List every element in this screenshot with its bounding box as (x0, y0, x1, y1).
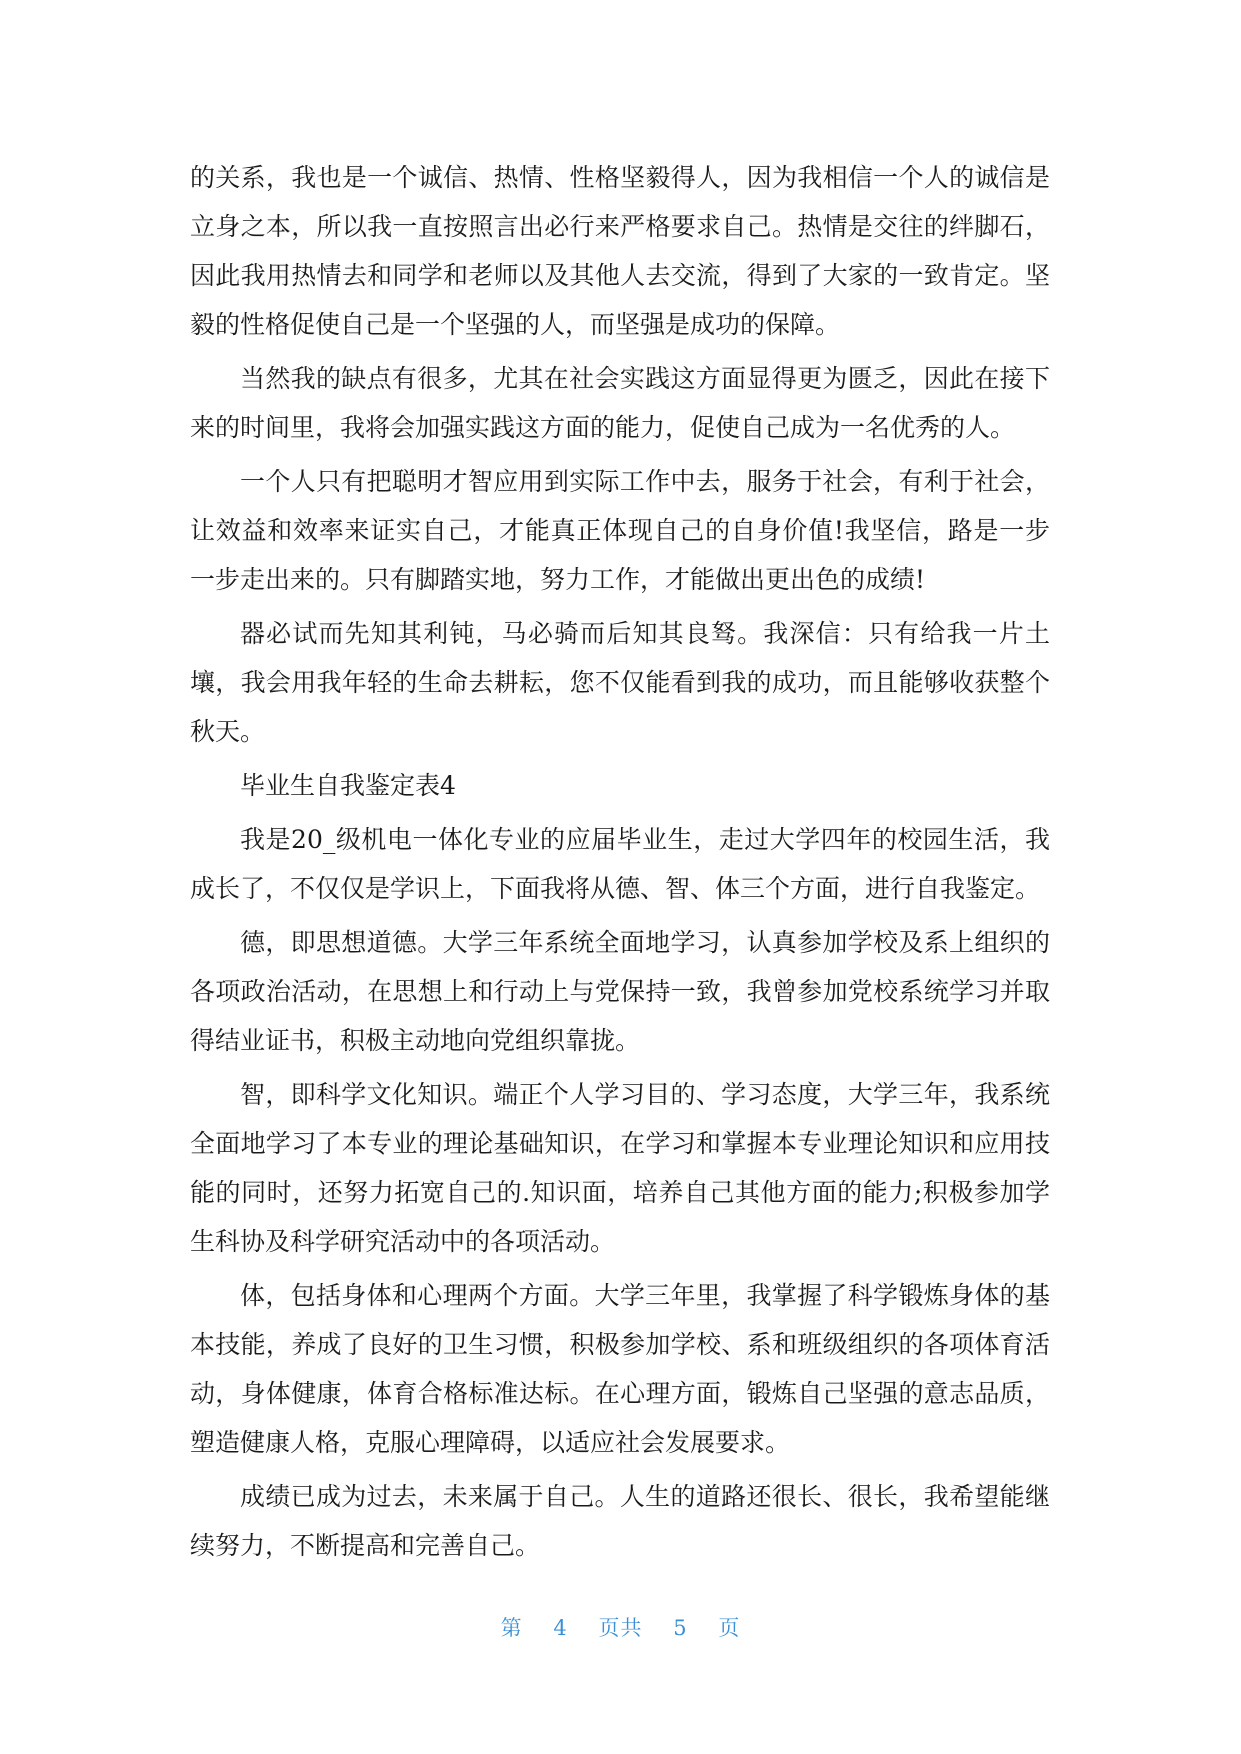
paragraph-physical: 体，包括身体和心理两个方面。大学三年里，我掌握了科学锻炼身体的基本技能，养成了良好的卫生习惯，积极参加学校、系和班级组织的各项体育活动，身体健康，体育合格标准达标。在心理方面，锻炼自己坚强的意志品质，塑造健康人格，克服心理障碍，以适应社会发展要求。 (190, 1281, 1050, 1457)
footer-label-of: 页共 (598, 1616, 643, 1640)
section-heading: 毕业生自我鉴定表4 (240, 771, 456, 800)
paragraph-knowledge: 智，即科学文化知识。端正个人学习目的、学习态度，大学三年，我系统全面地学习了本专业的理论基础知识，在学习和掌握本专业理论知识和应用技能的同时，还努力拓宽自己的.知识面，培养自己其他方面的能力;积极参加学生科协及科学研究活动中的各项活动。 (190, 1080, 1050, 1256)
paragraph-intro: 我是20_级机电一体化专业的应届毕业生，走过大学四年的校园生活，我成长了，不仅仅是学识上，下面我将从德、智、体三个方面，进行自我鉴定。 (190, 825, 1050, 903)
footer-label-page: 第 (500, 1616, 523, 1640)
paragraph-value: 一个人只有把聪明才智应用到实际工作中去，服务于社会，有利于社会，让效益和效率来证实自己，才能真正体现自己的自身价值!我坚信，路是一步一步走出来的。只有脚踏实地，努力工作，才能做出更出色的成绩! (190, 467, 1050, 594)
page-footer (0, 1612, 1241, 1642)
paragraph-shortcomings: 当然我的缺点有很多，尤其在社会实践这方面显得更为匮乏，因此在接下来的时间里，我将会加强实践这方面的能力，促使自己成为一名优秀的人。 (190, 364, 1050, 442)
paragraph-continued: 的关系，我也是一个诚信、热情、性格坚毅得人，因为我相信一个人的诚信是立身之本，所以我一直按照言出必行来严格要求自己。热情是交往的绊脚石，因此我用热情去和同学和老师以及其他人去交流，得到了大家的一致肯定。坚毅的性格促使自己是一个坚强的人，而坚强是成功的保障。 (190, 163, 1050, 339)
footer-current-page: 4 (553, 1616, 568, 1640)
document-body (190, 153, 1050, 1575)
paragraph-morality: 德，即思想道德。大学三年系统全面地学习，认真参加学校及系上组织的各项政治活动，在思想上和行动上与党保持一致，我曾参加党校系统学习并取得结业证书，积极主动地向党组织靠拢。 (190, 928, 1050, 1055)
paragraph-conviction: 器必试而先知其利钝，马必骑而后知其良驽。我深信：只有给我一片土壤，我会用我年轻的生命去耕耘，您不仅能看到我的成功，而且能够收获整个秋天。 (190, 619, 1050, 746)
footer-label-end: 页 (718, 1616, 741, 1640)
footer-total-pages: 5 (673, 1616, 688, 1640)
paragraph-conclusion: 成绩已成为过去，未来属于自己。人生的道路还很长、很长，我希望能继续努力，不断提高和完善自己。 (190, 1482, 1050, 1560)
